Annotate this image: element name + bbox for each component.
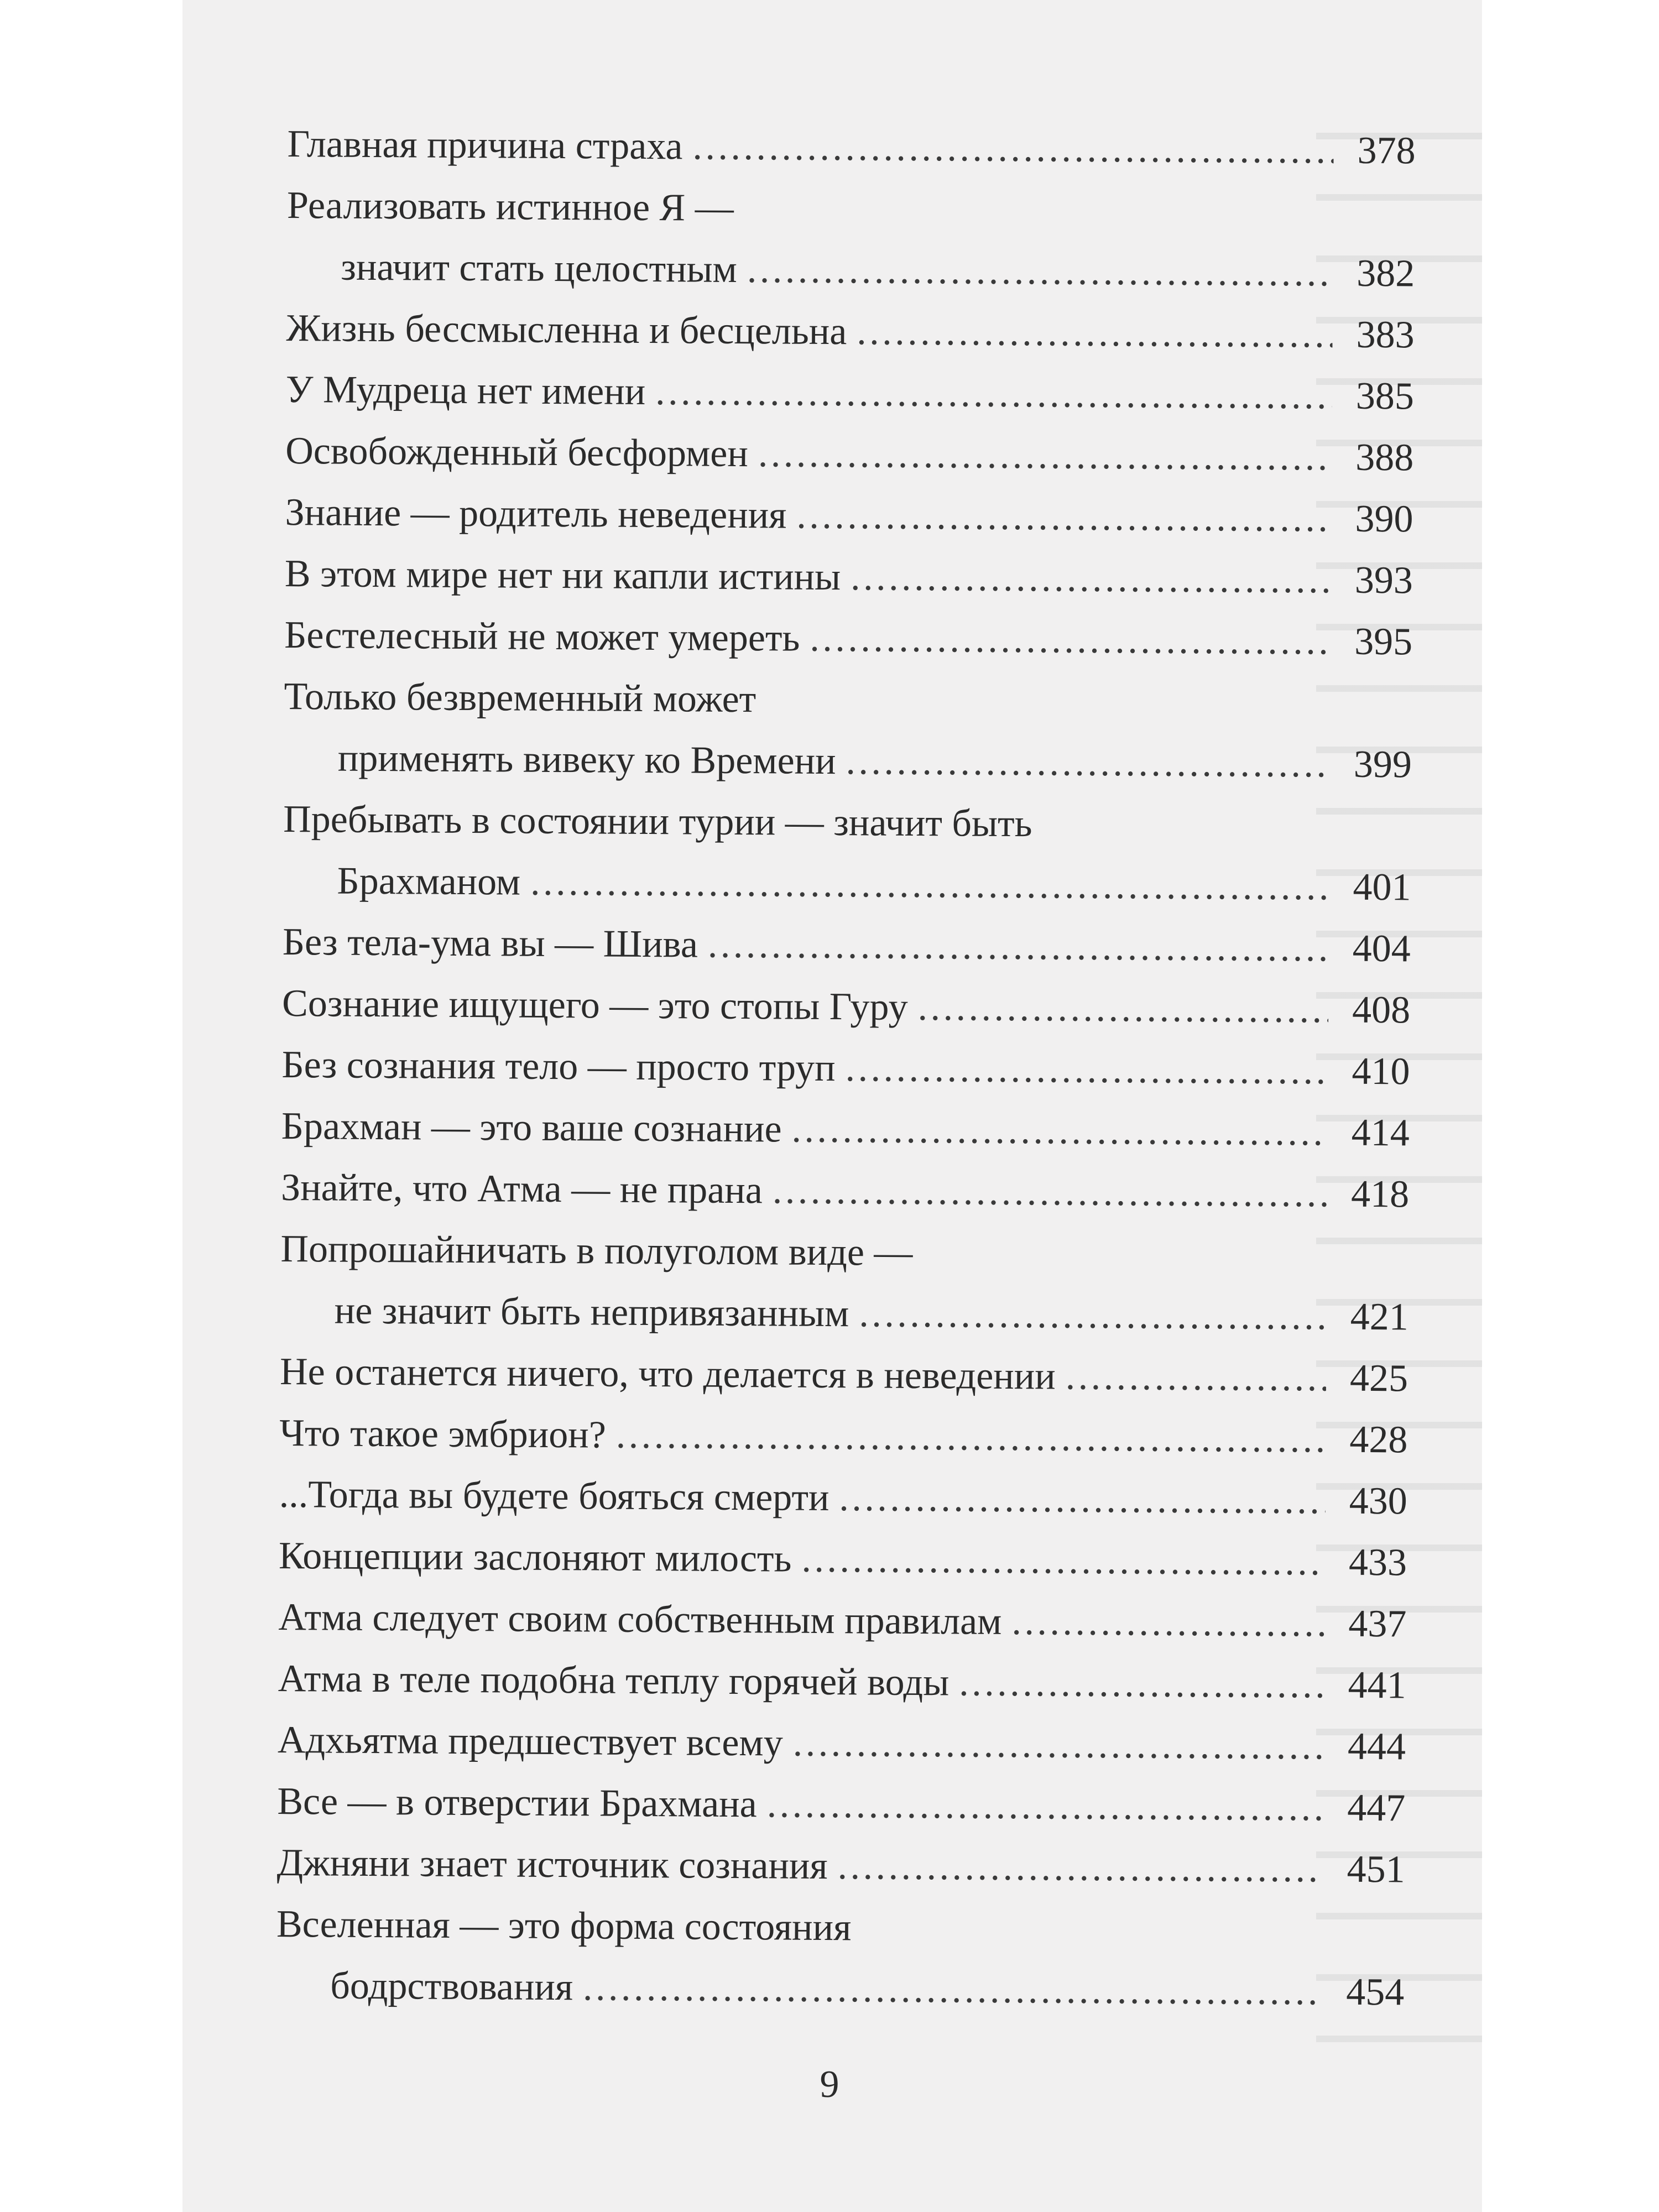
toc-entry-title: Жизнь бессмысленна и бесцельна [286,306,847,353]
toc-entry [286,359,1415,427]
toc-entry-title: Главная причина страха [287,122,683,168]
toc-entry-page: 401 [1353,865,1411,909]
toc-entry [281,1157,1410,1225]
dot-leader [792,1713,1324,1777]
toc-entry [285,420,1414,488]
toc-line [278,1648,1406,1716]
toc-entry-page: 418 [1350,1172,1410,1216]
dot-leader [810,608,1331,672]
toc-entry-page: 454 [1346,1970,1405,2014]
toc-line [284,666,1412,734]
table-of-contents [276,113,1416,2023]
toc-entry-title: Атма в теле подобна теплу горячей воды [278,1657,950,1704]
toc-entry [283,911,1411,979]
toc-entry-page: 408 [1352,988,1411,1032]
toc-line [282,973,1411,1041]
toc-line [286,236,1415,304]
toc-entry-title: не значит быть непривязанным [334,1289,849,1335]
toc-entry [286,175,1415,304]
toc-entry-title: значит стать целостным [341,246,738,291]
toc-entry [286,298,1415,366]
dot-leader [846,731,1330,795]
dot-leader [801,1528,1325,1593]
toc-entry-page: 444 [1347,1725,1406,1768]
toc-entry-title: Знание — родитель неведения [285,491,787,537]
toc-entry-title: У Мудреца нет имени [285,368,646,413]
toc-line [279,1525,1407,1593]
toc-entry-title: Брахманом [337,859,521,904]
dot-leader [773,1160,1328,1224]
toc-entry-title: Джняни знает источник сознания [276,1841,828,1888]
toc-line [284,604,1413,672]
toc-line [279,1464,1407,1532]
toc-line [284,727,1412,795]
toc-entry-page: 430 [1349,1479,1407,1523]
toc-entry [276,1893,1405,2023]
toc-entry-title: Адхьятма предшествует всему [277,1718,783,1765]
dot-leader [859,1283,1327,1347]
toc-line [283,850,1411,918]
toc-entry-page: 393 [1354,559,1413,602]
dot-leader [766,1773,1323,1838]
dot-leader [845,1037,1328,1102]
toc-entry-title: Атма следует своим собственным правилам [278,1595,1002,1643]
toc-line [277,1771,1406,1839]
toc-entry [279,1402,1408,1470]
toc-line [287,113,1416,181]
toc-entry [279,1464,1407,1532]
dot-leader [1065,1346,1326,1409]
toc-line [276,1955,1405,2023]
toc-entry-title: В этом мире нет ни капли истины [284,552,841,599]
toc-line [287,175,1416,243]
toc-entry-title: Без сознания тело — просто труп [281,1043,836,1090]
toc-entry-page: 433 [1348,1541,1407,1584]
toc-entry [277,1771,1406,1839]
toc-entry-page: 385 [1355,374,1415,418]
dot-leader [837,1835,1323,1900]
toc-entry [276,1832,1405,1900]
toc-entry-title: Что такое эмбрион? [279,1411,607,1457]
toc-entry [278,1587,1407,1655]
dot-leader [583,1957,1323,2022]
toc-entry [285,482,1413,550]
dot-leader [530,852,1329,918]
dot-leader [796,485,1332,550]
toc-entry [287,113,1416,181]
page-number: 9 [820,2063,839,2106]
toc-entry-title: Только безвременный может [284,675,757,721]
dot-leader [917,977,1328,1041]
toc-line [281,1034,1410,1102]
dot-leader [692,116,1334,181]
toc-entry-page: 437 [1348,1602,1407,1646]
toc-entry-title: Бестелесный не может умереть [284,613,800,660]
toc-line [281,1095,1410,1164]
toc-line [276,1832,1405,1900]
toc-entry-page: 383 [1356,313,1415,357]
toc-line [285,420,1414,488]
dot-leader [1011,1591,1325,1654]
toc-line [280,1341,1408,1409]
toc-entry [281,1034,1410,1102]
dot-leader [758,423,1332,488]
toc-entry-title: Брахман — это ваше сознание [281,1104,782,1151]
dot-leader [857,301,1333,365]
toc-entry-title: Пребывать в состоянии турии — значит быть [283,797,1032,846]
toc-entry-page: 447 [1347,1786,1406,1830]
toc-entry-page: 378 [1357,129,1416,173]
dot-leader [615,1405,1326,1470]
toc-line [276,1893,1405,1961]
toc-entry-page: 451 [1347,1848,1405,1891]
toc-entry-title: бодрствования [330,1964,573,2009]
toc-line [283,789,1412,857]
toc-line [280,1280,1408,1348]
dot-leader [708,914,1329,979]
toc-entry-title: Сознание ищущего — это стопы Гуру [281,982,908,1029]
toc-line [286,298,1415,366]
toc-line [281,1157,1410,1225]
toc-line [285,482,1413,550]
toc-entry [281,1095,1410,1164]
toc-entry-page: 390 [1355,497,1413,541]
toc-entry [278,1709,1406,1777]
toc-entry-page: 421 [1350,1295,1408,1339]
toc-line [283,911,1411,979]
toc-line [285,543,1413,611]
toc-entry-title: применять вивеку ко Времени [337,737,836,783]
dot-leader [959,1652,1324,1715]
dot-leader [839,1467,1326,1531]
toc-entry-title: Не останется ничего, что делается в неведении [279,1350,1056,1398]
toc-entry-page: 388 [1355,436,1414,479]
toc-entry-title: Вселенная — это форма состояния [276,1902,852,1949]
toc-entry-title: Попрошайничать в полуголом виде — [280,1227,913,1274]
toc-entry [284,604,1413,672]
toc-entry-page: 441 [1348,1663,1406,1707]
toc-entry-page: 404 [1352,927,1411,971]
toc-entry-page: 414 [1351,1111,1410,1155]
dot-leader [791,1099,1328,1164]
toc-entry [278,1648,1406,1716]
toc-line [286,359,1415,427]
toc-entry-page: 428 [1349,1418,1408,1462]
toc-entry [280,1218,1408,1348]
toc-line [278,1709,1406,1777]
toc-entry [282,973,1411,1041]
toc-entry-title: ...Тогда вы будете бояться смерти [279,1473,830,1520]
toc-entry-page: 425 [1349,1357,1408,1400]
toc-entry-title: Знайте, что Атма — не прана [280,1166,763,1212]
toc-entry-title: Все — в отверстии Брахмана [277,1780,757,1826]
toc-entry-title: Концепции заслоняют милость [278,1534,792,1580]
toc-entry-page: 382 [1357,252,1415,295]
toc-entry [285,543,1413,611]
toc-entry-page: 399 [1353,743,1412,786]
toc-entry-title: Освобожденный бесформен [285,429,749,476]
dot-leader [851,546,1331,611]
toc-entry [279,1525,1407,1593]
dot-leader [747,239,1333,304]
toc-line [279,1402,1408,1470]
toc-entry [280,1341,1408,1409]
toc-entry-page: 410 [1352,1050,1410,1093]
toc-line [278,1587,1407,1655]
toc-entry-page: 395 [1354,620,1413,664]
toc-entry [283,789,1411,918]
dot-leader [655,361,1332,426]
toc-entry-title: Реализовать истинное Я — [286,184,734,229]
toc-entry [284,666,1412,795]
toc-entry-title: Без тела-ума вы — Шива [282,920,698,966]
toc-line [280,1218,1409,1286]
